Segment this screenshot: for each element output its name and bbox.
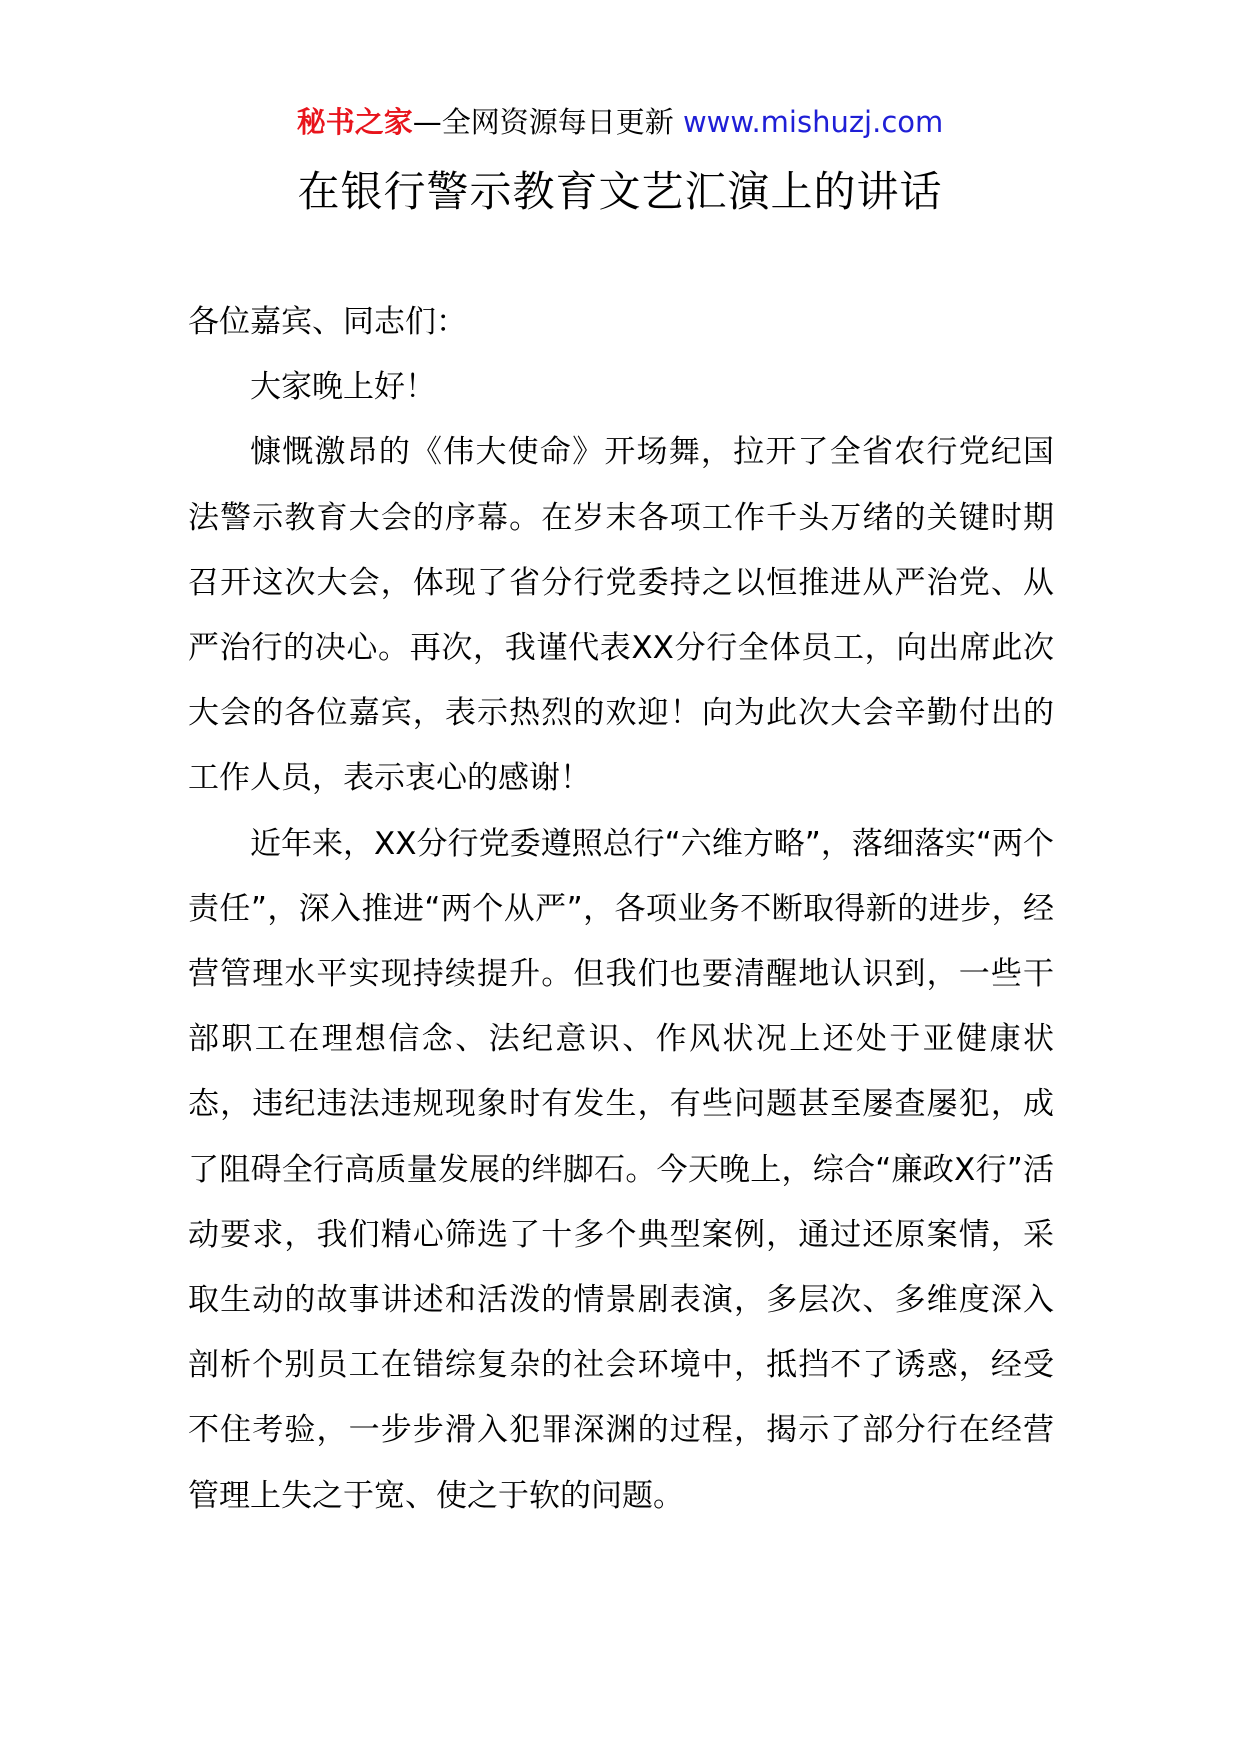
header-tagline: —全网资源每日更新: [412, 105, 674, 139]
site-header: [0, 100, 1240, 144]
paragraph-opening: 慷慨激昂的《伟大使命》开场舞，拉开了全省农行党纪国法警示教育大会的序幕。在岁末各项工作千头万绪的关键时期召开这次大会，体现了省分行党委持之以恒推进从严治党、从严治行的决心。再次，我谨代表XX分行全体员工，向出席此次大会的各位嘉宾，表示热烈的欢迎！向为此次大会辛勤付出的工作人员，表示衷心的感谢！: [188, 434, 1054, 797]
brand-name: 秘书之家: [296, 105, 413, 139]
site-url-link[interactable]: www.mishuzj.com: [682, 105, 944, 139]
salutation: 各位嘉宾、同志们：: [188, 304, 467, 340]
document-title: 在银行警示教育文艺汇演上的讲话: [297, 167, 943, 216]
document-body: [188, 290, 1054, 1529]
paragraph-recent-years: 近年来，XX分行党委遵照总行“六维方略”，落细落实“两个责任”，深入推进“两个从严”，各项业务不断取得新的进步，经营管理水平实现持续提升。但我们也要清醒地认识到，一些干部职工在理想信念、法纪意识、作风状况上还处于亚健康状态，违纪违法违规现象时有发生，有些问题甚至屡查屡犯，成了阻碍全行高质量发展的绊脚石。今天晚上，综合“廉政X行”活动要求，我们精心筛选了十多个典型案例，通过还原案情，采取生动的故事讲述和活泼的情景剧表演，多层次、多维度深入剖析个别员工在错综复杂的社会环境中，抵挡不了诱惑，经受不住考验，一步步滑入犯罪深渊的过程，揭示了部分行在经营管理上失之于宽、使之于软的问题。: [188, 825, 1054, 1514]
paragraph-greeting: 大家晚上好！: [250, 369, 436, 406]
